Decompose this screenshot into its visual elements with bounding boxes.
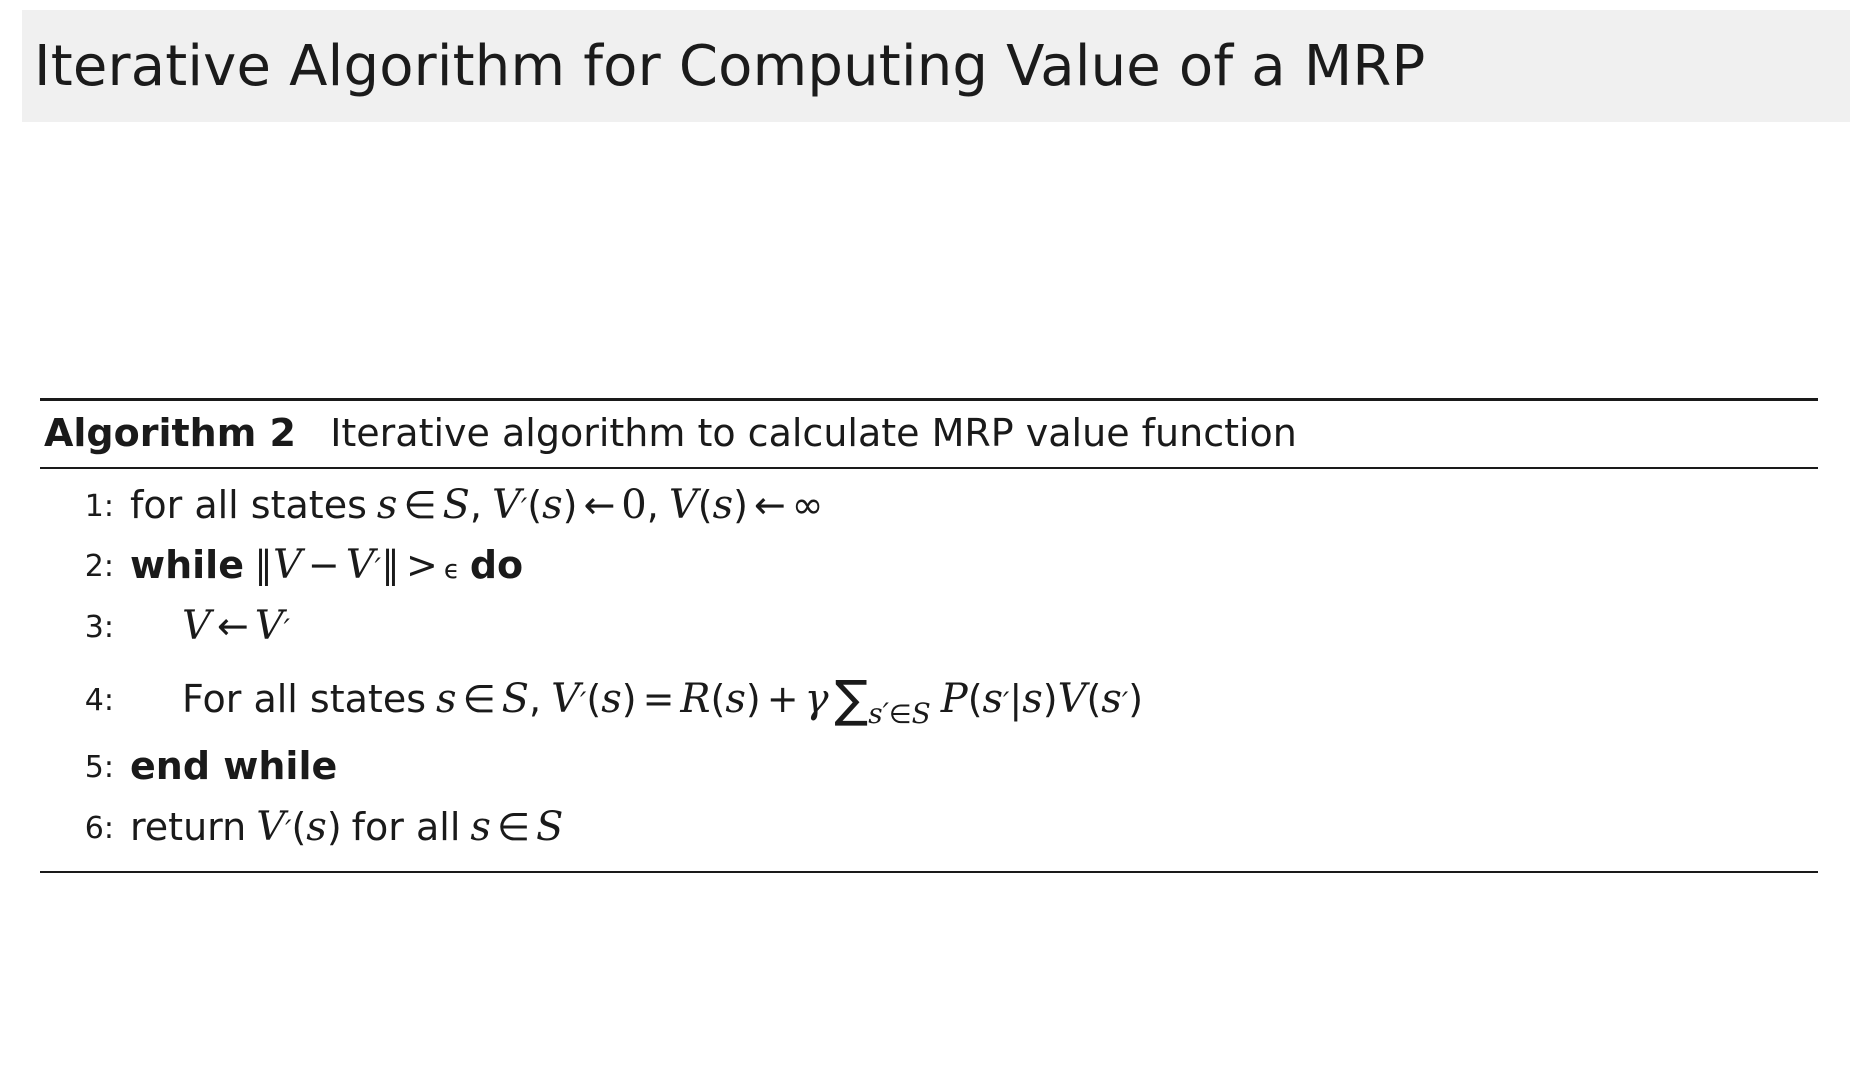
page-title: Iterative Algorithm for Computing Value of a MRP — [34, 33, 1426, 99]
algorithm-line — [40, 736, 1818, 797]
line-number: 2: — [84, 549, 114, 585]
line-number: 4: — [84, 682, 114, 718]
algorithm-lines — [40, 469, 1818, 872]
slide-title-bar — [22, 10, 1850, 122]
line-number: 5: — [84, 749, 114, 785]
line-code: V ← V′ — [182, 603, 290, 650]
algorithm-bottom-rule — [40, 871, 1818, 873]
line-number: 1: — [84, 488, 114, 524]
algorithm-line — [40, 596, 1818, 657]
line-code: For all states s ∈ S, V′(s) = R(s) + γ $\sum_{s'\in S}$ P(s′|s)V(s′) — [182, 669, 1144, 731]
algorithm-caption — [40, 401, 1818, 467]
line-number: 3: — [84, 610, 114, 646]
algorithm-line — [40, 535, 1818, 596]
line-code: for all states s ∈ S, V′(s) ← 0, V(s) ← ∞ — [130, 481, 824, 528]
algorithm-line — [40, 657, 1818, 736]
algorithm-line — [40, 797, 1818, 858]
algorithm-block — [40, 398, 1818, 873]
algorithm-caption-text: Iterative algorithm to calculate MRP value function — [330, 411, 1297, 455]
line-number: 6: — [84, 810, 114, 846]
line-code: end while — [130, 743, 338, 788]
algorithm-line — [40, 475, 1818, 536]
line-code: while ∥V − V′∥ > ϵ do — [130, 542, 524, 589]
algorithm-label: Algorithm 2 — [44, 411, 296, 455]
line-code: return V′(s) for all s ∈ S — [130, 803, 564, 850]
